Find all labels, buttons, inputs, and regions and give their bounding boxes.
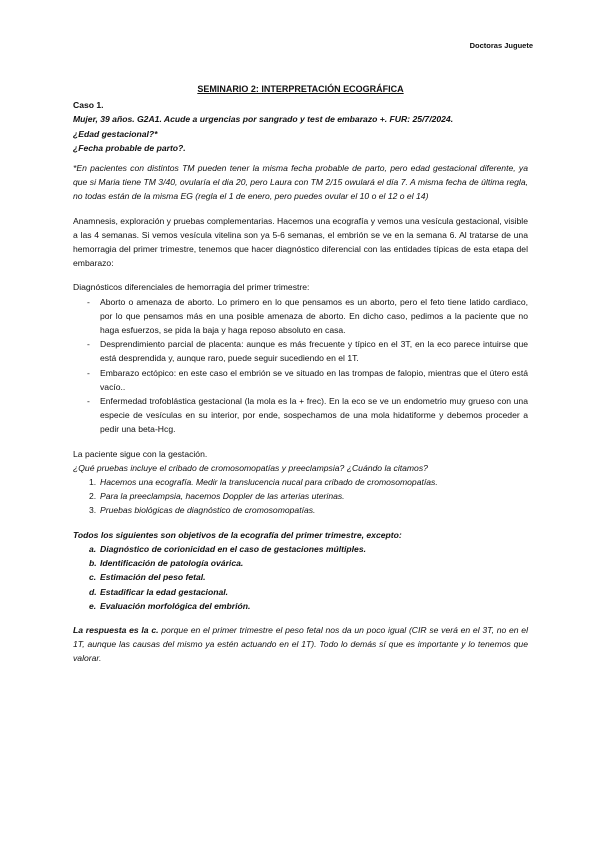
answer-explanation: porque en el primer trimestre el peso fetal nos da un poco igual (CIR se verá en el 3T, no en el 1T, aunque las causas del mismo ya estén actuando en el 1T). Todo lo demás sí que es importante y lo tenemos que valorar.: [73, 624, 528, 664]
screening-question: ¿Qué pruebas incluye el cribado de cromosomopatías y preeclampsia? ¿Cuándo la citamos?: [73, 462, 428, 473]
continuation-text: La paciente sigue con la gestación.: [73, 448, 208, 459]
list-item-text: Pruebas biológicas de diagnóstico de cromosomopatías.: [100, 505, 316, 516]
option-item: [73, 585, 528, 599]
objectives-options: [73, 542, 528, 613]
objectives-question: Todos los siguientes son objetivos de la ecografía del primer trimestre, excepto:: [73, 529, 402, 540]
answer-paragraph: [73, 623, 528, 666]
option-text: Diagnóstico de corionicidad en el caso de gestaciones múltiples.: [100, 543, 366, 554]
option-text: Estimación del peso fetal.: [100, 572, 206, 583]
anamnesis-paragraph: Anamnesis, exploración y pruebas complementarias. Hacemos una ecografía y vemos una vesícula gestacional, visible a las 4 semanas. Si vemos vesícula vitelina son ya 5-6 semanas, el embrión se ve en la semana 6. Al tratarse de una hemorragia del primer trimestre, tenemos que hacer diagnóstico diferencial con las entidades típicas de esta etapa del embarazo:: [73, 215, 528, 269]
document-body: [73, 82, 528, 666]
list-item: - Aborto o amenaza de aborto. Lo primero en lo que pensamos es un aborto, pero el feto tiene latido cardiaco, por lo que pensamos más en una posible amenaza de aborto. En dicho caso, pedimos a la paciente que no haga esfuerzos, se pida la baja y haga reposo absoluto en casa.: [73, 295, 528, 338]
option-item: [73, 570, 528, 584]
option-item: [73, 556, 528, 570]
list-marker: 3.: [89, 505, 97, 516]
option-marker: a.: [89, 543, 97, 554]
list-marker: 2.: [89, 491, 97, 502]
list-item: [73, 475, 528, 489]
option-marker: b.: [89, 558, 97, 569]
document-title: SEMINARIO 2: INTERPRETACIÓN ECOGRÁFICA: [197, 84, 404, 94]
option-text: Evaluación morfológica del embrión.: [100, 600, 251, 611]
list-item-text: Hacemos una ecografía. Medir la translucencia nucal para cribado de cromosomopatías.: [100, 477, 438, 488]
option-marker: c.: [89, 572, 97, 583]
option-text: Identificación de patología ovárica.: [100, 558, 244, 569]
differentials-heading: Diagnósticos diferenciales de hemorragia del primer trimestre:: [73, 282, 310, 293]
option-marker: d.: [89, 586, 97, 597]
note-paragraph: *En pacientes con distintos TM pueden tener la misma fecha probable de parto, pero edad gestacional diferente, ya que si Maria tiene TM 3/40, ovularía el dia 20, pero Laura con TM 2/15 owulará el día 7. A misma fecha de última regla, no todas están de la misma EG (regla el 1 de enero, pero puedes ovular el 10 o el 12 o el 14): [73, 163, 528, 202]
case-description: Mujer, 39 años. G2A1. Acude a urgencias por sangrado y test de embarazo +. FUR: 25/7/2024.: [73, 114, 454, 125]
header-author: Doctoras Juguete: [469, 41, 533, 50]
differentials-list: [73, 295, 528, 437]
option-text: Estadificar la edad gestacional.: [100, 586, 228, 597]
case-question-2: ¿Fecha probable de parto?.: [73, 142, 186, 153]
option-item: [73, 542, 528, 556]
list-item: [73, 489, 528, 503]
list-item: - Desprendimiento parcial de placenta: aunque es más frecuente y típico en el 3T, en la eco parece intuirse que está desprendida y, aunque raro, puede seguir sucediendo en el 1T.: [73, 337, 528, 365]
case-question-1: ¿Edad gestacional?*: [73, 128, 158, 139]
list-marker: 1.: [89, 477, 97, 488]
list-item: [73, 503, 528, 517]
list-item: - Embarazo ectópico: en este caso el embrión se ve situado en las trompas de falopio, mientras que el útero está vacío..: [73, 366, 528, 394]
list-item: - Enfermedad trofoblástica gestacional (la mola es la + frec). En la eco se ve un endometrio muy grueso con una especie de vesículas en su interior, por ende, sospechamos de una mola hidatiforme y debemos proceder a pedir una beta-Hcg.: [73, 394, 528, 437]
answer-lead: La respuesta es la c.: [73, 624, 159, 635]
screening-list: [73, 475, 528, 518]
case-label: Caso 1.: [73, 100, 104, 111]
option-item: [73, 599, 528, 613]
option-marker: e.: [89, 600, 97, 611]
list-item-text: Para la preeclampsia, hacemos Doppler de las arterias uterinas.: [100, 491, 345, 502]
